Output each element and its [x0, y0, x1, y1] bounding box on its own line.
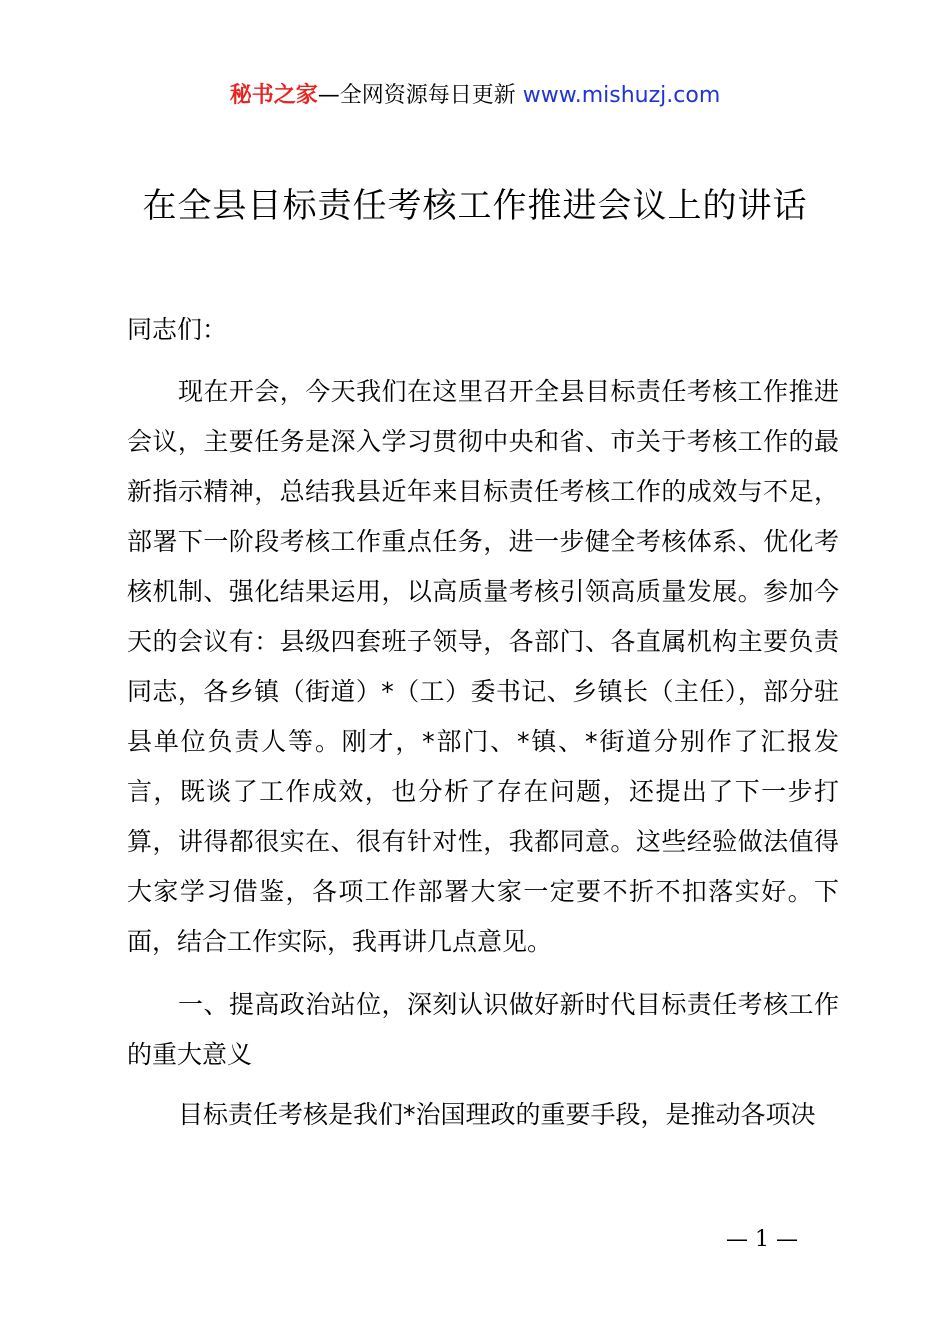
section-heading-1: 一、提高政治站位，深刻认识做好新时代目标责任考核工作的重大意义 — [127, 990, 839, 1069]
opening-paragraph: 现在开会，今天我们在这里召开全县目标责任考核工作推进会议，主要任务是深入学习贯彻中央和省、市关于考核工作的最新指示精神，总结我县近年来目标责任考核工作的成效与不足，部署下一阶段考核工作重点任务，进一步健全考核体系、优化考核机制、强化结果运用，以高质量考核引领高质量发展。参加今天的会议有：县级四套班子领导，各部门、各直属机构主要负责同志，各乡镇（街道）*（工）委书记、乡镇长（主任），部分驻县单位负责人等。刚才，*部门、*镇、*街道分别作了汇报发言，既谈了工作成效，也分析了存在问题，还提出了下一步打算，讲得都很实在、很有针对性，我都同意。这些经验做法值得大家学习借鉴，各项工作部署大家一定要不折不扣落实好。下面，结合工作实际，我再讲几点意见。 — [127, 377, 839, 956]
section-1-paragraph: 目标责任考核是我们*治国理政的重要手段，是推动各项决 — [178, 1100, 816, 1129]
brand-name: 秘书之家 — [229, 83, 318, 108]
banner-tagline: —全网资源每日更新 — [317, 83, 523, 108]
page-number: — 1 — — [726, 1227, 798, 1252]
greeting: 同志们： — [127, 315, 228, 344]
document-title: 在全县目标责任考核工作推进会议上的讲话 — [142, 186, 808, 226]
site-banner — [0, 78, 950, 114]
site-url-link[interactable]: www.mishuzj.com — [522, 83, 721, 108]
